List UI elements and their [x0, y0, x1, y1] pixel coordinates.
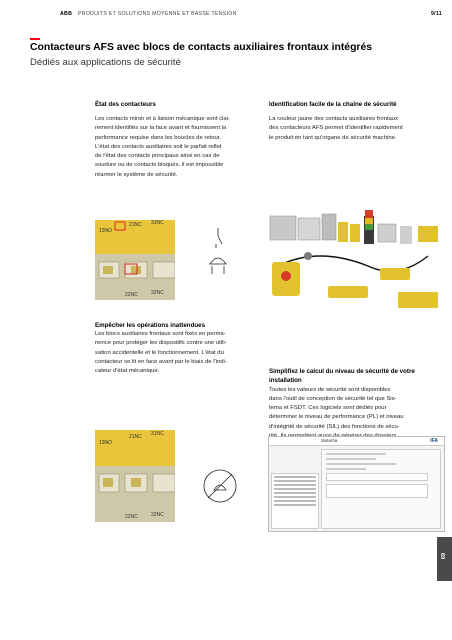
safety-chain-products-image: [268, 206, 443, 314]
contact-label: 22NC: [125, 514, 138, 520]
contact-block-image-2: [95, 430, 175, 522]
page-number: 9/11: [430, 11, 442, 17]
contact-symbol-icons: [190, 226, 240, 278]
page-header: [60, 11, 442, 17]
chapter-number: 69: [441, 552, 448, 560]
prohibited-symbol-icon: [200, 466, 240, 506]
section-body: Les contacts miroir et à liaison mécanique sont clai- rement identifiés sur la face avant et fournissent la performance requise dans les boucles de retour. L'état des contacts auxiliaires soit le parfait reflet de l'état des contacts principaux ainsi en cas de soudure ou de contacts bloqués, il est impossible réarmer le système de sécurité.: [95, 116, 230, 178]
section-heading: Simplifiez le calcul du niveau de sécurité de votre installation: [269, 368, 415, 385]
section-body: Toutes les valeurs de sécurité sont disponibles dans l'outil de conception de sécurité tel que Sis- tema et FSDT. Ces logiciels sont dédiés pour déterminer le niveau de performance (PL) et niveau d'intégrité de sécurité (SIL) des fonctions de sécu-: [269, 386, 404, 430]
section-heading: Identification facile de la chaîne de sécurité: [269, 101, 397, 108]
contact-label: 22NC: [125, 292, 138, 298]
contact-label: 13NO: [99, 228, 113, 234]
contact-label: 31NC: [151, 431, 164, 437]
section-identification: [269, 101, 444, 143]
section-prevent-operations: [95, 322, 265, 376]
ifa-logo: IFA: [430, 438, 438, 444]
section-body: Les blocs auxiliaires frontaux sont fixés en perma- nence pour protéger les dispositifs contre une utili- sation accidentelle et le fonctionnement. L'état du contacteur se lit en face avant par le biais de l'indi- cateur d'état mécanique.: [95, 331, 227, 375]
contact-label: 32NC: [151, 512, 164, 518]
chapter-tab: [437, 537, 452, 581]
accent-bar: [30, 38, 40, 40]
software-screenshot: [268, 436, 445, 532]
brand: ABB: [60, 11, 73, 17]
software-title: Sistema: [321, 438, 338, 443]
section-body: La couleur jaune des contacts auxiliaires frontaux des contacteurs AFS permet d'identifier rapidement le produit en tant qu'organe de sécurité machine.: [269, 116, 403, 141]
contact-label: 32NC: [151, 290, 164, 296]
header-section: PRODUITS ET SOLUTIONS MOYENNE ET BASSE TENSION: [77, 11, 237, 17]
software-titlebar: [269, 437, 444, 446]
section-contact-state: [95, 101, 265, 180]
contact-label: 21NC: [129, 434, 142, 440]
page-title: Contacteurs AFS avec blocs de contacts auxiliaires frontaux intégrés: [30, 42, 373, 53]
section-heading: État des contacteurs: [95, 101, 156, 108]
contact-label: 31NC: [151, 220, 164, 226]
contact-block-image: [95, 220, 175, 300]
page-subtitle: Dédiés aux applications de sécurité: [30, 57, 181, 68]
software-form: [321, 449, 441, 529]
contact-label: 13NO: [99, 440, 113, 446]
section-heading: Empêcher les opérations inattendues: [95, 322, 206, 329]
contact-label: 21NC: [129, 222, 142, 228]
software-sidebar: [271, 473, 319, 529]
